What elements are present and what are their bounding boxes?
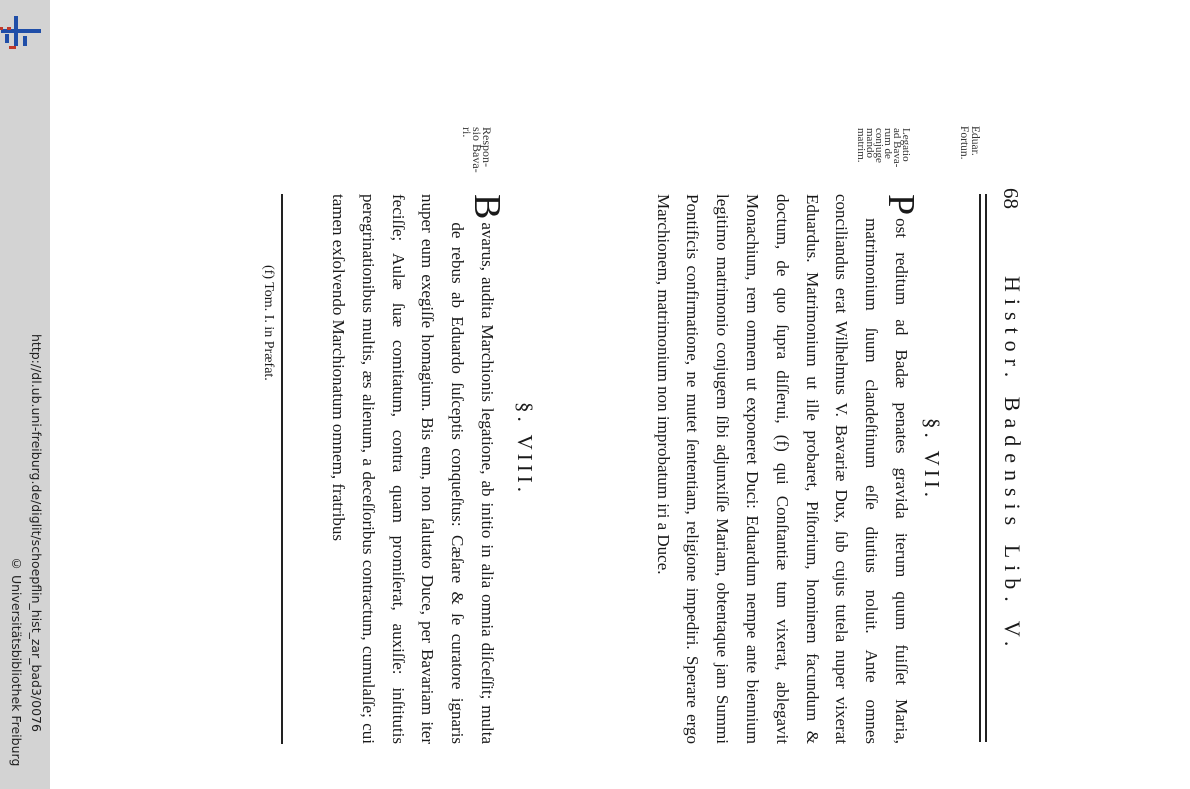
section-heading: §. VIII. [513, 402, 537, 497]
paragraph [323, 194, 508, 744]
header-rule [979, 194, 981, 742]
paragraph [648, 194, 922, 744]
paragraph-text: avarus, audita Marchionis legatione, ab initio in alia omnia diſceſſit; multa de rebus ab Eduardo ſuſceptis conqueſtus: Cæſare & ſe curatore ignaris nuper eum exegiſſe homagium. Bis eum, non ſalutato Duce, per Bavariam iter feciſſe; Aulæ ſuæ comitatum, contra quam promiſerat, auxiſſe: inſtitutis peregrinationibus multis, æs alienum, a deceſſoribus contractum, cumulaſſe; cui tamen exſolvendo Marchionatum omnem, fratribus [329, 194, 497, 744]
copyright-notice: © Universitätsbibliothek Freiburg [9, 556, 24, 767]
paragraph-text: ost reditum ad Badæ penates gravida iterum quum fuiſſet Maria, matrimonium ſuum clandeſtinum eſſe diutius noluit. Ante omnes conciliandus erat Wilhelmus V. Bavariæ Dux, ſub cujus tutela nuper vixerat Eduardus. Matrimonium ut ille probaret, Piſtorium, hominem facundum & doctum, de quo ſupra diſſerui, (f) qui Conſtantiæ tum vixerat, ablegavit Monachium, rem omnem ut exponeret Duci: Eduardum nempe ante biennium legitimo matrimonio conjugem ſibi adjunxiſſe Mariam, obtentaque jam Summi Pontificis confirmatione, ne mutet ſententiam, religione impediri. Sperare ergo Marchionem, matrimonium non improbatum iri a Duce. [653, 194, 911, 744]
side-note-responsio: Respon- sio Bava- ri. [460, 127, 494, 173]
side-note-legatio: Legatio ad Bava- rum de conjuge mando matrim. [855, 128, 912, 168]
section-heading: §. VII. [920, 418, 944, 502]
drop-cap: P [880, 194, 922, 216]
page-number: 68 [999, 188, 1023, 209]
header-rule [985, 194, 987, 742]
book-page [250, 0, 1050, 789]
side-note-edward: Eduar. Fortun. [958, 126, 981, 160]
running-head: Histor. Badensis Lib. V. [1000, 276, 1025, 654]
drop-cap: B [466, 194, 508, 220]
source-url[interactable]: http://dl.ub.uni-freiburg.de/diglit/schoepflin_hist_zar_bad3/0076 [29, 334, 44, 732]
margin-strip [0, 0, 50, 789]
footnote: (f) Tom. I. in Præfat. [261, 265, 276, 381]
page-header [991, 188, 1023, 728]
footnote-rule [281, 194, 283, 744]
